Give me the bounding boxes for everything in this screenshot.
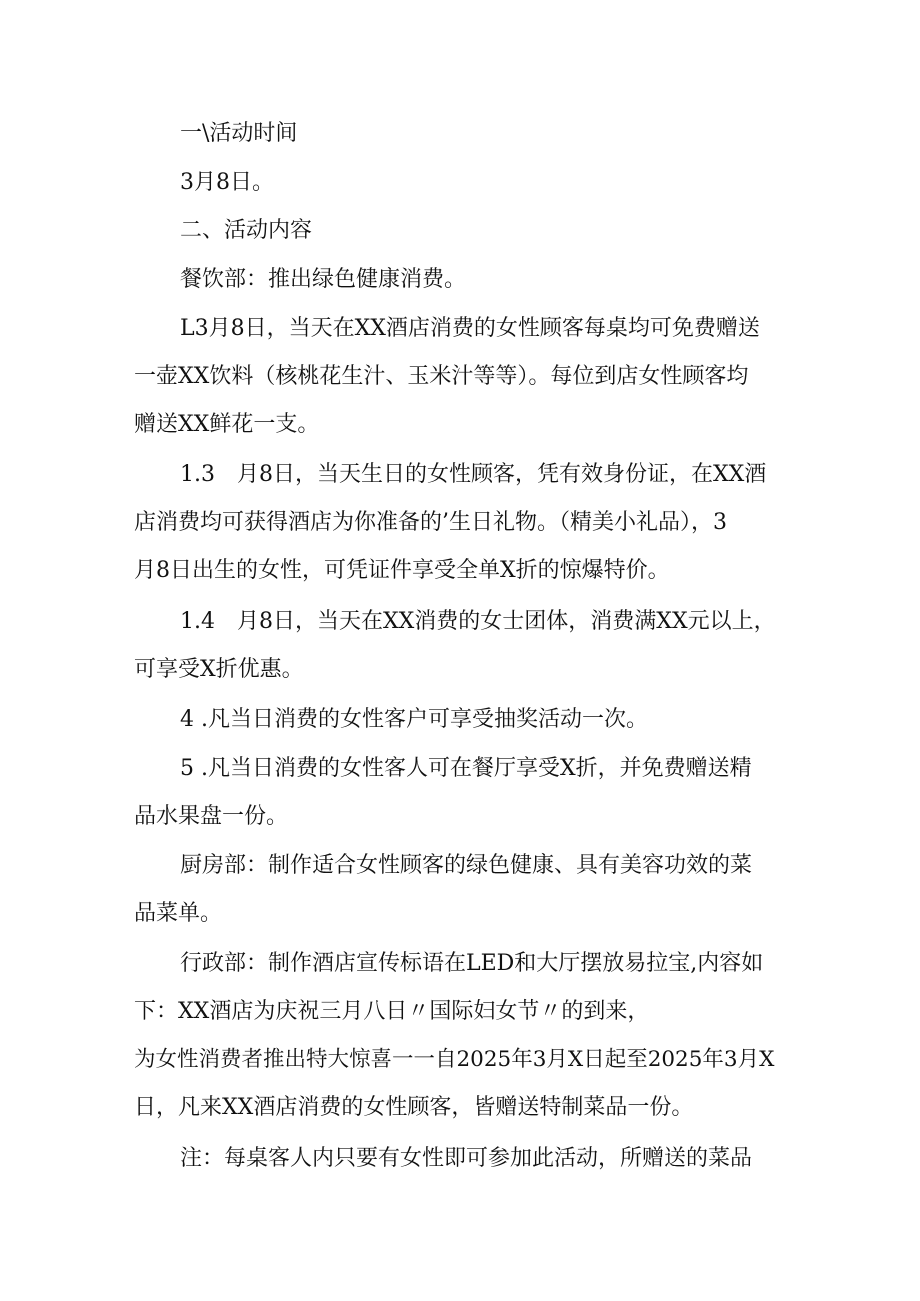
item-5-paragraph [134,745,788,841]
kitchen-dept-paragraph [134,842,788,938]
note-paragraph [134,1135,788,1183]
text-line: 一\活动时间 [180,121,298,146]
heading-activity-time [134,110,788,158]
item-1-paragraph [134,305,788,449]
heading-activity-content [134,207,788,255]
text-line: 4 .凡当日消费的女性客户可享受抽奖活动一次。 [180,707,648,732]
text-line: 注：每桌客人内只要有女性即可参加此活动，所赠送的菜品 [180,1146,753,1171]
text-line: L3月8日，当天在XX酒店消费的女性顾客每桌均可免费赠送 [180,316,760,341]
item-4-paragraph [134,696,788,744]
text-line: 3月8日。 [180,170,274,195]
activity-date [134,159,788,207]
text-line: 1.4 月8日，当天在XX消费的女士团体，消费满XX元以上， [180,609,776,634]
text-line: 月8日出生的女性，可凭证件享受全单X折的惊爆特价。 [134,558,670,583]
text-line: 一壶XX饮料（核桃花生汁、玉米汁等等）。每位到店女性顾客均 [134,364,749,389]
text-line: 日，凡来XX酒店消费的女性顾客，皆赠送特制菜品一份。 [134,1095,694,1120]
text-line: 厨房部：制作适合女性顾客的绿色健康、具有美容功效的菜 [180,853,753,878]
text-line: 品菜单。 [134,901,223,926]
text-line: 可享受X折优惠。 [134,657,304,682]
text-line: 店消费均可获得酒店为你准备的’生日礼物。（精美小礼品），3 [134,510,727,535]
item-1-4-paragraph [134,598,788,694]
text-line: 品水果盘一份。 [134,804,289,829]
text-line: 为女性消费者推出特大惊喜一一自2025年3月X日起至2025年3月X [134,1047,775,1072]
text-line: 下：XX酒店为庆祝三月八日〃国际妇女节〃的到来， [134,999,650,1024]
item-1-3-paragraph [134,451,788,595]
text-line: 餐饮部：推出绿色健康消费。 [180,267,467,292]
catering-dept-paragraph [134,256,788,304]
text-line: 二、活动内容 [180,218,313,243]
text-line: 5 .凡当日消费的女性客人可在餐厅享受X折，并免费赠送精 [180,756,752,781]
text-line: 行政部：制作酒店宣传标语在LED和大厅摆放易拉宝,内容如 [180,951,764,976]
text-line: 赠送XX鲜花一支。 [134,412,320,437]
text-line: 1.3 月8日，当天生日的女性顾客，凭有效身份证，在XX酒 [180,462,767,487]
admin-dept-paragraph [134,940,788,1132]
